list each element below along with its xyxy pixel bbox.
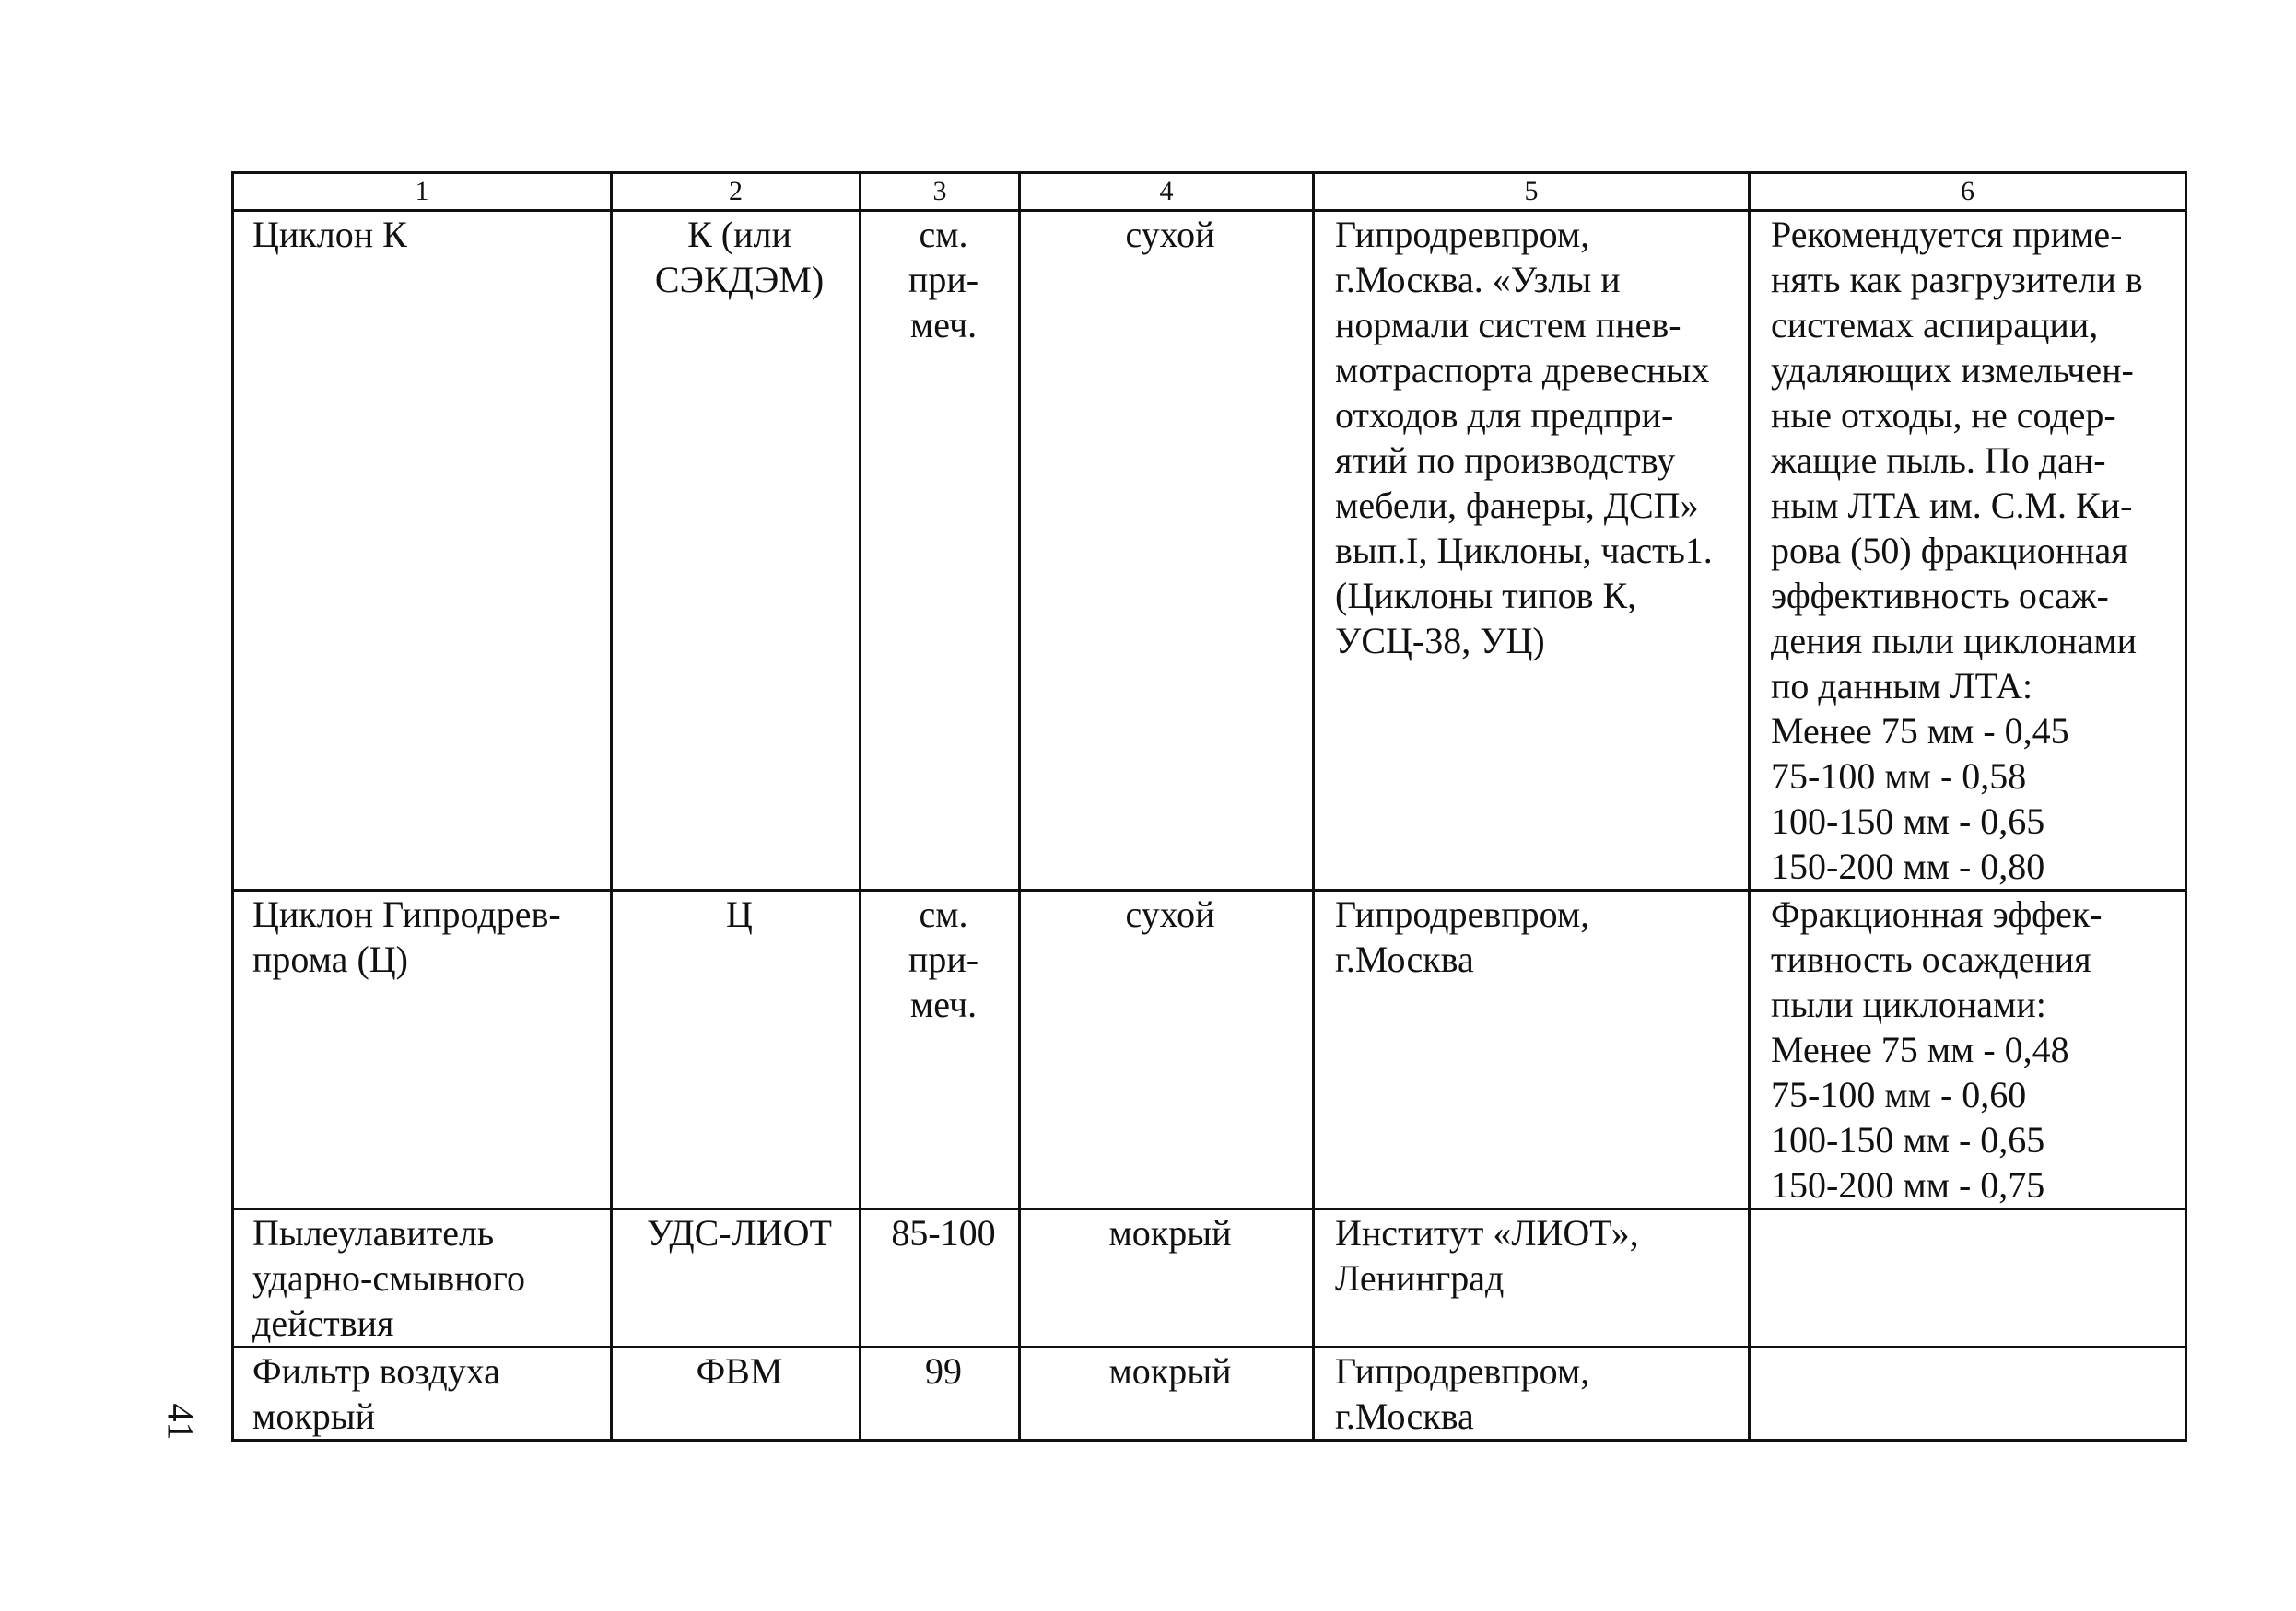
cell-efficiency [861,891,1020,1209]
cell-designation-text: УДС-ЛИОТ [647,1212,832,1254]
cell-efficiency [861,1209,1020,1348]
cell-name-text: Фильтр воздуха мокрый [252,1350,500,1437]
cell-note [1750,1348,2186,1441]
cell-designation-text: ФВМ [696,1350,783,1392]
column-number: 1 [233,173,612,211]
cell-efficiency-text: 85-100 [891,1212,996,1254]
table-row [233,1209,2186,1348]
cell-developer [1314,211,1750,891]
cell-designation-text: К (или СЭКДЭМ) [654,214,825,300]
column-number: 4 [1020,173,1314,211]
cell-note [1750,211,2186,891]
cell-efficiency [861,1348,1020,1441]
cell-name [233,1209,612,1348]
equipment-table [231,171,2187,1442]
table-row [233,211,2186,891]
column-number: 2 [612,173,861,211]
cell-efficiency-text: см. при- меч. [908,214,979,345]
page-number: 41 [159,1403,202,1441]
cell-type [1020,1348,1314,1441]
column-number: 5 [1314,173,1750,211]
cell-developer [1314,1348,1750,1441]
cell-note-text: Рекомендуется приме- нять как разгрузители в системах аспирации, удаляющих измельчен- ные отходы, не содер- жащие пыль. По дан- ным ЛТА им. С.М. Ки- рова (50) фракционная эффективность осаж- дения пыли циклонами по данным ЛТА: Менее 75 мм - 0,45 75-100 мм - 0,58 100-150 мм - 0,65 150-200 мм - 0,80 [1771,214,2143,887]
column-number: 6 [1750,173,2186,211]
cell-note-text: Фракционная эффек- тивность осаждения пыли циклонами: Менее 75 мм - 0,48 75-100 мм - 0,60 100-150 мм - 0,65 150-200 мм - 0,75 [1771,893,2103,1206]
cell-type-text: сухой [1125,893,1215,935]
cell-designation [612,1348,861,1441]
cell-name [233,211,612,891]
cell-name [233,1348,612,1441]
cell-type [1020,891,1314,1209]
cell-developer-text: Гипродревпром, г.Москва [1335,1350,1590,1437]
cell-name-text: Пылеулавитель ударно-смывного действия [252,1212,525,1344]
cell-developer-text: Гипродревпром, г.Москва [1335,893,1590,980]
cell-type [1020,211,1314,891]
cell-designation [612,1209,861,1348]
cell-name [233,891,612,1209]
table-row [233,891,2186,1209]
cell-developer-text: Институт «ЛИОТ», Ленинград [1335,1212,1639,1299]
cell-designation [612,891,861,1209]
cell-developer [1314,1209,1750,1348]
cell-efficiency-text: 99 [925,1350,962,1392]
cell-name-text: Циклон Гипродрев- прома (Ц) [252,893,561,980]
table-row [233,1348,2186,1441]
column-number: 3 [861,173,1020,211]
cell-type-text: мокрый [1108,1212,1232,1254]
cell-designation [612,211,861,891]
cell-note [1750,891,2186,1209]
cell-designation-text: Ц [726,893,753,935]
cell-developer-text: Гипродревпром, г.Москва. «Узлы и нормали систем пнев- мотраспорта древесных отходов для предпри- ятий по производству мебели, фанеры, ДСП» вып.I, Циклоны, часть1. (Циклоны типов К, УСЦ-38, УЦ) [1335,214,1713,661]
column-number-row [233,173,2186,211]
cell-efficiency-text: см. при- меч. [908,893,979,1025]
cell-type [1020,1209,1314,1348]
cell-efficiency [861,211,1020,891]
cell-developer [1314,891,1750,1209]
cell-type-text: сухой [1125,214,1215,255]
cell-name-text: Циклон К [252,214,407,255]
cell-note [1750,1209,2186,1348]
cell-type-text: мокрый [1108,1350,1232,1392]
